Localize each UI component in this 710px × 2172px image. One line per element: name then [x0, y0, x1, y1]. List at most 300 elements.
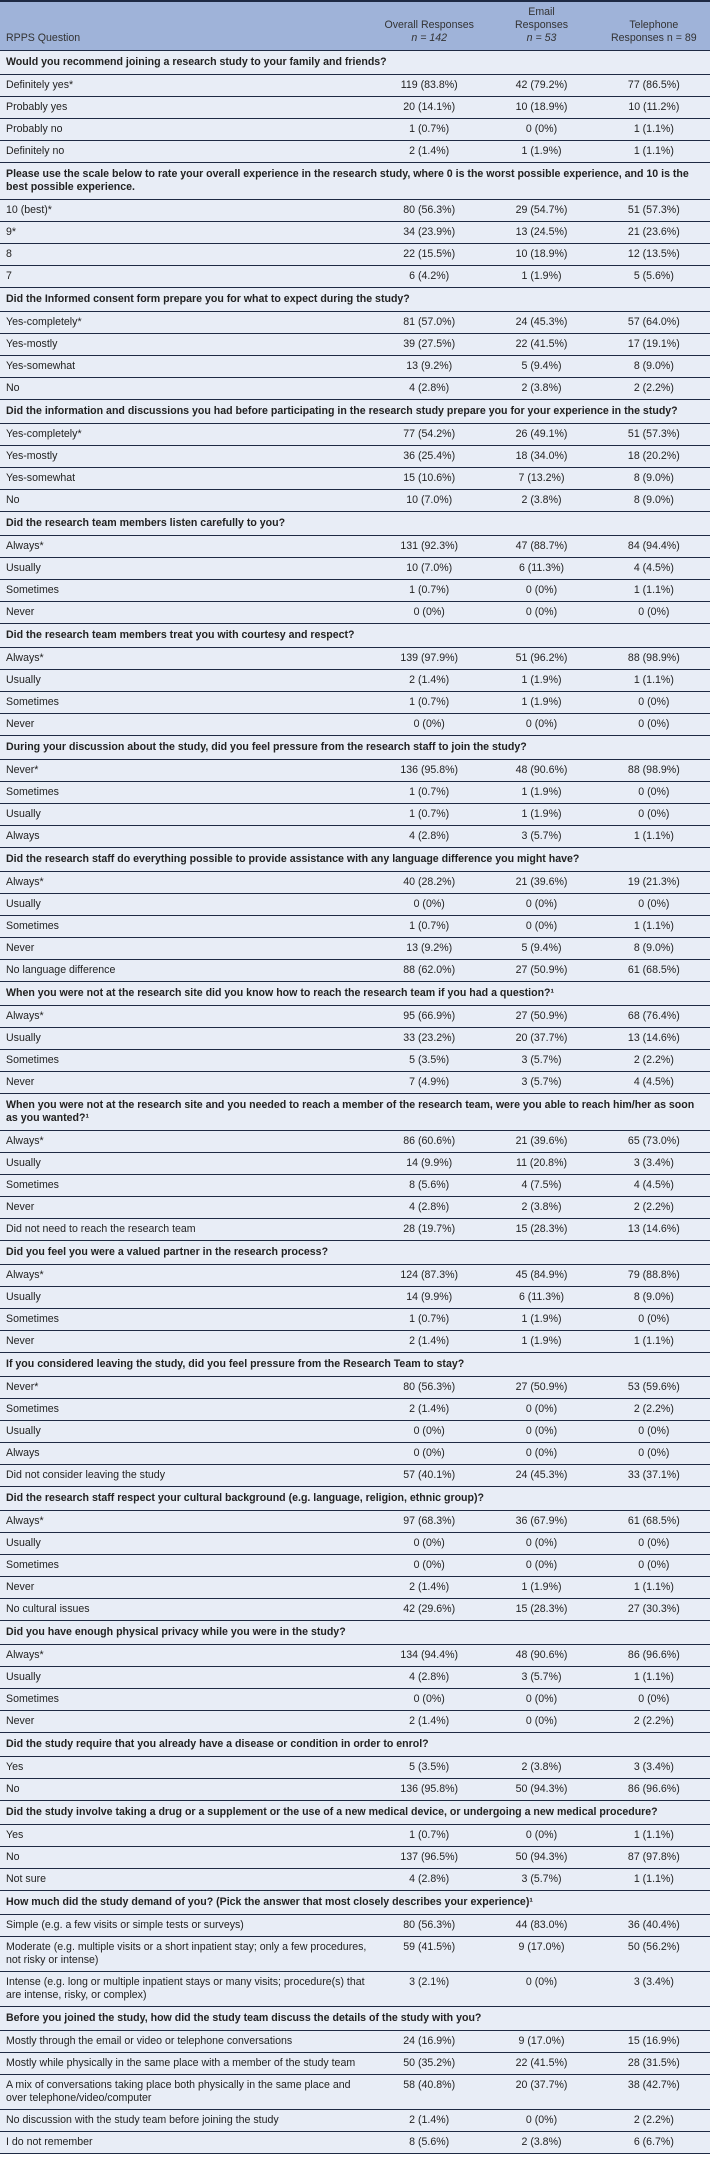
- answer-label: Never: [0, 938, 373, 960]
- answer-label: Mostly while physically in the same place with a member of the study team: [0, 2053, 373, 2075]
- telephone-value: 8 (9.0%): [598, 356, 710, 378]
- question-text: How much did the study demand of you? (Pick the answer that most closely describes your experience)¹: [0, 1891, 710, 1915]
- email-value: 2 (3.8%): [485, 1757, 597, 1779]
- email-value: 3 (5.7%): [485, 1050, 597, 1072]
- answer-label: A mix of conversations taking place both physically in the same place and over telephone/video/computer: [0, 2075, 373, 2110]
- overall-value: 119 (83.8%): [373, 75, 485, 97]
- overall-value: 39 (27.5%): [373, 334, 485, 356]
- answer-row: [0, 468, 710, 490]
- header-telephone-label: Telephone: [629, 19, 679, 31]
- telephone-value: 1 (1.1%): [598, 1577, 710, 1599]
- telephone-value: 0 (0%): [598, 782, 710, 804]
- overall-value: 1 (0.7%): [373, 804, 485, 826]
- answer-row: [0, 1757, 710, 1779]
- answer-label: 8: [0, 244, 373, 266]
- answer-label: Always*: [0, 1131, 373, 1153]
- answer-row: [0, 558, 710, 580]
- answer-row: [0, 1443, 710, 1465]
- telephone-value: 2 (2.2%): [598, 1197, 710, 1219]
- answer-row: [0, 446, 710, 468]
- overall-value: 77 (54.2%): [373, 424, 485, 446]
- email-value: 27 (50.9%): [485, 960, 597, 982]
- email-value: 21 (39.6%): [485, 872, 597, 894]
- email-value: 1 (1.9%): [485, 782, 597, 804]
- telephone-value: 68 (76.4%): [598, 1006, 710, 1028]
- email-value: 0 (0%): [485, 2110, 597, 2132]
- overall-value: 0 (0%): [373, 1443, 485, 1465]
- overall-value: 1 (0.7%): [373, 1825, 485, 1847]
- overall-value: 14 (9.9%): [373, 1287, 485, 1309]
- answer-row: [0, 1599, 710, 1621]
- question-text: When you were not at the research site and you needed to reach a member of the research team, were you able to reach him/her as soon as you wanted?¹: [0, 1094, 710, 1131]
- email-value: 13 (24.5%): [485, 222, 597, 244]
- answer-row: [0, 1779, 710, 1801]
- answer-label: Sometimes: [0, 1399, 373, 1421]
- answer-label: Never: [0, 1711, 373, 1733]
- email-value: 42 (79.2%): [485, 75, 597, 97]
- telephone-value: 1 (1.1%): [598, 119, 710, 141]
- telephone-value: 4 (4.5%): [598, 1072, 710, 1094]
- telephone-value: 88 (98.9%): [598, 760, 710, 782]
- overall-value: 136 (95.8%): [373, 1779, 485, 1801]
- answer-label: Sometimes: [0, 1309, 373, 1331]
- answer-label: Probably no: [0, 119, 373, 141]
- overall-value: 3 (2.1%): [373, 1972, 485, 2007]
- email-value: 50 (94.3%): [485, 1847, 597, 1869]
- overall-value: 1 (0.7%): [373, 1309, 485, 1331]
- telephone-value: 86 (96.6%): [598, 1779, 710, 1801]
- telephone-value: 0 (0%): [598, 1421, 710, 1443]
- telephone-value: 77 (86.5%): [598, 75, 710, 97]
- answer-label: I do not remember: [0, 2132, 373, 2154]
- overall-value: 5 (3.5%): [373, 1757, 485, 1779]
- answer-label: Yes: [0, 1825, 373, 1847]
- email-value: 51 (96.2%): [485, 648, 597, 670]
- telephone-value: 13 (14.6%): [598, 1028, 710, 1050]
- email-value: 47 (88.7%): [485, 536, 597, 558]
- telephone-value: 1 (1.1%): [598, 1331, 710, 1353]
- answer-label: Never: [0, 1197, 373, 1219]
- answer-row: [0, 894, 710, 916]
- email-value: 24 (45.3%): [485, 312, 597, 334]
- overall-value: 2 (1.4%): [373, 141, 485, 163]
- overall-value: 124 (87.3%): [373, 1265, 485, 1287]
- answer-label: 10 (best)*: [0, 200, 373, 222]
- question-row: [0, 736, 710, 760]
- answer-row: [0, 334, 710, 356]
- question-row: [0, 1241, 710, 1265]
- telephone-value: 8 (9.0%): [598, 468, 710, 490]
- overall-value: 1 (0.7%): [373, 119, 485, 141]
- answer-row: [0, 2031, 710, 2053]
- answer-label: Yes-completely*: [0, 312, 373, 334]
- telephone-value: 15 (16.9%): [598, 2031, 710, 2053]
- overall-value: 0 (0%): [373, 1689, 485, 1711]
- answer-label: Usually: [0, 1421, 373, 1443]
- telephone-value: 10 (11.2%): [598, 97, 710, 119]
- email-value: 1 (1.9%): [485, 1331, 597, 1353]
- email-value: 9 (17.0%): [485, 2031, 597, 2053]
- overall-value: 2 (1.4%): [373, 1331, 485, 1353]
- answer-label: No: [0, 378, 373, 400]
- answer-row: [0, 670, 710, 692]
- email-value: 1 (1.9%): [485, 141, 597, 163]
- answer-label: Mostly through the email or video or telephone conversations: [0, 2031, 373, 2053]
- telephone-value: 27 (30.3%): [598, 1599, 710, 1621]
- email-value: 3 (5.7%): [485, 1667, 597, 1689]
- overall-value: 0 (0%): [373, 714, 485, 736]
- email-value: 18 (34.0%): [485, 446, 597, 468]
- answer-row: [0, 75, 710, 97]
- answer-row: [0, 119, 710, 141]
- overall-value: 1 (0.7%): [373, 916, 485, 938]
- telephone-value: 17 (19.1%): [598, 334, 710, 356]
- telephone-value: 36 (40.4%): [598, 1915, 710, 1937]
- answer-label: Probably yes: [0, 97, 373, 119]
- answer-row: [0, 266, 710, 288]
- question-text: Did the information and discussions you had before participating in the research study prepare you for your experience in the study?: [0, 400, 710, 424]
- header-email-label-1: Email: [528, 6, 555, 18]
- email-value: 15 (28.3%): [485, 1599, 597, 1621]
- question-text: Did the research team members listen carefully to you?: [0, 512, 710, 536]
- overall-value: 24 (16.9%): [373, 2031, 485, 2053]
- answer-label: Never: [0, 1577, 373, 1599]
- telephone-value: 0 (0%): [598, 1555, 710, 1577]
- email-value: 9 (17.0%): [485, 1937, 597, 1972]
- answer-label: Usually: [0, 1667, 373, 1689]
- answer-row: [0, 536, 710, 558]
- answer-label: Always*: [0, 872, 373, 894]
- answer-label: Yes-completely*: [0, 424, 373, 446]
- overall-value: 1 (0.7%): [373, 580, 485, 602]
- telephone-value: 2 (2.2%): [598, 1711, 710, 1733]
- header-telephone-n: Responses n = 89: [610, 32, 697, 44]
- overall-value: 0 (0%): [373, 1555, 485, 1577]
- answer-label: Sometimes: [0, 580, 373, 602]
- telephone-value: 3 (3.4%): [598, 1757, 710, 1779]
- overall-value: 14 (9.9%): [373, 1153, 485, 1175]
- question-row: [0, 51, 710, 75]
- telephone-value: 2 (2.2%): [598, 378, 710, 400]
- email-value: 1 (1.9%): [485, 804, 597, 826]
- answer-label: Sometimes: [0, 692, 373, 714]
- question-text: Did the research staff respect your cultural background (e.g. language, religion, ethnic group)?: [0, 1487, 710, 1511]
- email-value: 0 (0%): [485, 1825, 597, 1847]
- email-value: 1 (1.9%): [485, 1577, 597, 1599]
- overall-value: 2 (1.4%): [373, 1711, 485, 1733]
- overall-value: 81 (57.0%): [373, 312, 485, 334]
- header-question: RPPS Question: [0, 1, 373, 51]
- overall-value: 4 (2.8%): [373, 826, 485, 848]
- overall-value: 15 (10.6%): [373, 468, 485, 490]
- header-email-n: n = 53: [526, 32, 557, 44]
- answer-label: Never: [0, 602, 373, 624]
- email-value: 1 (1.9%): [485, 1309, 597, 1331]
- answer-row: [0, 826, 710, 848]
- email-value: 0 (0%): [485, 1443, 597, 1465]
- answer-row: [0, 312, 710, 334]
- telephone-value: 65 (73.0%): [598, 1131, 710, 1153]
- overall-value: 10 (7.0%): [373, 558, 485, 580]
- answer-row: [0, 960, 710, 982]
- answer-label: Yes-somewhat: [0, 468, 373, 490]
- answer-label: Yes: [0, 1757, 373, 1779]
- telephone-value: 0 (0%): [598, 1443, 710, 1465]
- answer-label: No: [0, 1847, 373, 1869]
- email-value: 3 (5.7%): [485, 1072, 597, 1094]
- telephone-value: 18 (20.2%): [598, 446, 710, 468]
- answer-label: Usually: [0, 1028, 373, 1050]
- answer-label: Never: [0, 1331, 373, 1353]
- telephone-value: 1 (1.1%): [598, 1869, 710, 1891]
- answer-label: Sometimes: [0, 916, 373, 938]
- email-value: 1 (1.9%): [485, 266, 597, 288]
- answer-row: [0, 1131, 710, 1153]
- telephone-value: 0 (0%): [598, 1533, 710, 1555]
- email-value: 0 (0%): [485, 602, 597, 624]
- answer-row: [0, 1915, 710, 1937]
- answer-row: [0, 1175, 710, 1197]
- overall-value: 4 (2.8%): [373, 1869, 485, 1891]
- answer-row: [0, 2132, 710, 2154]
- answer-label: Simple (e.g. a few visits or simple tests or surveys): [0, 1915, 373, 1937]
- email-value: 20 (37.7%): [485, 2075, 597, 2110]
- answer-row: [0, 1153, 710, 1175]
- overall-value: 80 (56.3%): [373, 1377, 485, 1399]
- telephone-value: 5 (5.6%): [598, 266, 710, 288]
- answer-row: [0, 1287, 710, 1309]
- answer-row: [0, 2110, 710, 2132]
- answer-label: Always*: [0, 1265, 373, 1287]
- telephone-value: 0 (0%): [598, 692, 710, 714]
- telephone-value: 2 (2.2%): [598, 2110, 710, 2132]
- telephone-value: 21 (23.6%): [598, 222, 710, 244]
- question-row: [0, 1353, 710, 1377]
- overall-value: 59 (41.5%): [373, 1937, 485, 1972]
- telephone-value: 6 (6.7%): [598, 2132, 710, 2154]
- answer-row: [0, 1511, 710, 1533]
- question-row: [0, 1891, 710, 1915]
- overall-value: 5 (3.5%): [373, 1050, 485, 1072]
- answer-label: Usually: [0, 804, 373, 826]
- header-email-label-2: Responses: [515, 19, 569, 31]
- telephone-value: 8 (9.0%): [598, 490, 710, 512]
- answer-label: Always: [0, 1443, 373, 1465]
- email-value: 0 (0%): [485, 916, 597, 938]
- telephone-value: 3 (3.4%): [598, 1972, 710, 2007]
- overall-value: 2 (1.4%): [373, 1399, 485, 1421]
- email-value: 44 (83.0%): [485, 1915, 597, 1937]
- overall-value: 50 (35.2%): [373, 2053, 485, 2075]
- answer-row: [0, 1197, 710, 1219]
- email-value: 50 (94.3%): [485, 1779, 597, 1801]
- question-text: When you were not at the research site did you know how to reach the research team if you had a question?¹: [0, 982, 710, 1006]
- email-value: 6 (11.3%): [485, 1287, 597, 1309]
- answer-row: [0, 1667, 710, 1689]
- answer-label: Never: [0, 1072, 373, 1094]
- email-value: 0 (0%): [485, 714, 597, 736]
- answer-label: Definitely yes*: [0, 75, 373, 97]
- answer-row: [0, 1331, 710, 1353]
- overall-value: 88 (62.0%): [373, 960, 485, 982]
- answer-row: [0, 1869, 710, 1891]
- answer-row: [0, 1377, 710, 1399]
- question-text: Did the Informed consent form prepare you for what to expect during the study?: [0, 288, 710, 312]
- question-row: [0, 1801, 710, 1825]
- telephone-value: 13 (14.6%): [598, 1219, 710, 1241]
- email-value: 5 (9.4%): [485, 356, 597, 378]
- telephone-value: 3 (3.4%): [598, 1153, 710, 1175]
- answer-row: [0, 1711, 710, 1733]
- telephone-value: 0 (0%): [598, 894, 710, 916]
- question-row: [0, 624, 710, 648]
- answer-row: [0, 1399, 710, 1421]
- answer-label: Not sure: [0, 1869, 373, 1891]
- overall-value: 57 (40.1%): [373, 1465, 485, 1487]
- answer-label: Yes-mostly: [0, 334, 373, 356]
- telephone-value: 0 (0%): [598, 804, 710, 826]
- overall-value: 33 (23.2%): [373, 1028, 485, 1050]
- email-value: 0 (0%): [485, 119, 597, 141]
- answer-label: 7: [0, 266, 373, 288]
- header-email: [485, 1, 597, 51]
- overall-value: 2 (1.4%): [373, 1577, 485, 1599]
- answer-label: Always*: [0, 536, 373, 558]
- email-value: 10 (18.9%): [485, 97, 597, 119]
- question-row: [0, 982, 710, 1006]
- email-value: 2 (3.8%): [485, 490, 597, 512]
- telephone-value: 61 (68.5%): [598, 1511, 710, 1533]
- answer-row: [0, 1072, 710, 1094]
- telephone-value: 8 (9.0%): [598, 1287, 710, 1309]
- email-value: 45 (84.9%): [485, 1265, 597, 1287]
- overall-value: 134 (94.4%): [373, 1645, 485, 1667]
- overall-value: 22 (15.5%): [373, 244, 485, 266]
- answer-row: [0, 424, 710, 446]
- email-value: 7 (13.2%): [485, 468, 597, 490]
- answer-label: Sometimes: [0, 782, 373, 804]
- overall-value: 13 (9.2%): [373, 938, 485, 960]
- email-value: 2 (3.8%): [485, 2132, 597, 2154]
- email-value: 11 (20.8%): [485, 1153, 597, 1175]
- answer-row: [0, 244, 710, 266]
- overall-value: 1 (0.7%): [373, 782, 485, 804]
- overall-value: 13 (9.2%): [373, 356, 485, 378]
- telephone-value: 1 (1.1%): [598, 1825, 710, 1847]
- answer-row: [0, 872, 710, 894]
- answer-label: Yes-somewhat: [0, 356, 373, 378]
- overall-value: 4 (2.8%): [373, 1197, 485, 1219]
- telephone-value: 84 (94.4%): [598, 536, 710, 558]
- email-value: 5 (9.4%): [485, 938, 597, 960]
- email-value: 27 (50.9%): [485, 1006, 597, 1028]
- telephone-value: 2 (2.2%): [598, 1050, 710, 1072]
- table-body: [0, 51, 710, 2154]
- email-value: 0 (0%): [485, 580, 597, 602]
- answer-label: Sometimes: [0, 1689, 373, 1711]
- telephone-value: 88 (98.9%): [598, 648, 710, 670]
- answer-label: Never*: [0, 1377, 373, 1399]
- answer-label: Always*: [0, 1645, 373, 1667]
- question-row: [0, 288, 710, 312]
- telephone-value: 0 (0%): [598, 1309, 710, 1331]
- answer-row: [0, 1219, 710, 1241]
- overall-value: 28 (19.7%): [373, 1219, 485, 1241]
- email-value: 20 (37.7%): [485, 1028, 597, 1050]
- question-text: Please use the scale below to rate your overall experience in the research study, where 0 is the worst possible experience, and 10 is the best possible experience.: [0, 163, 710, 200]
- question-row: [0, 1094, 710, 1131]
- telephone-value: 61 (68.5%): [598, 960, 710, 982]
- email-value: 48 (90.6%): [485, 1645, 597, 1667]
- answer-row: [0, 648, 710, 670]
- overall-value: 0 (0%): [373, 602, 485, 624]
- answer-row: [0, 2053, 710, 2075]
- answer-row: [0, 938, 710, 960]
- overall-value: 136 (95.8%): [373, 760, 485, 782]
- telephone-value: 1 (1.1%): [598, 141, 710, 163]
- telephone-value: 50 (56.2%): [598, 1937, 710, 1972]
- overall-value: 131 (92.3%): [373, 536, 485, 558]
- overall-value: 7 (4.9%): [373, 1072, 485, 1094]
- overall-value: 95 (66.9%): [373, 1006, 485, 1028]
- telephone-value: 12 (13.5%): [598, 244, 710, 266]
- answer-row: [0, 602, 710, 624]
- answer-row: [0, 1309, 710, 1331]
- answer-label: Always*: [0, 648, 373, 670]
- answer-row: [0, 97, 710, 119]
- answer-row: [0, 714, 710, 736]
- question-row: [0, 1487, 710, 1511]
- question-text: Would you recommend joining a research study to your family and friends?: [0, 51, 710, 75]
- answer-row: [0, 2075, 710, 2110]
- answer-row: [0, 692, 710, 714]
- answer-row: [0, 1825, 710, 1847]
- telephone-value: 1 (1.1%): [598, 916, 710, 938]
- telephone-value: 2 (2.2%): [598, 1399, 710, 1421]
- telephone-value: 51 (57.3%): [598, 424, 710, 446]
- answer-label: Did not consider leaving the study: [0, 1465, 373, 1487]
- email-value: 36 (67.9%): [485, 1511, 597, 1533]
- answer-row: [0, 1265, 710, 1287]
- email-value: 0 (0%): [485, 1972, 597, 2007]
- telephone-value: 38 (42.7%): [598, 2075, 710, 2110]
- answer-label: Yes-mostly: [0, 446, 373, 468]
- telephone-value: 1 (1.1%): [598, 826, 710, 848]
- answer-label: Usually: [0, 894, 373, 916]
- question-row: [0, 2007, 710, 2031]
- email-value: 1 (1.9%): [485, 670, 597, 692]
- overall-value: 8 (5.6%): [373, 1175, 485, 1197]
- question-text: Did the study involve taking a drug or a supplement or the use of a new medical device, or undergoing a new medical procedure?: [0, 1801, 710, 1825]
- telephone-value: 4 (4.5%): [598, 558, 710, 580]
- overall-value: 86 (60.6%): [373, 1131, 485, 1153]
- email-value: 0 (0%): [485, 1711, 597, 1733]
- question-text: Did you feel you were a valued partner in the research process?: [0, 1241, 710, 1265]
- telephone-value: 28 (31.5%): [598, 2053, 710, 2075]
- header-overall-n: n = 142: [411, 32, 448, 44]
- overall-value: 6 (4.2%): [373, 266, 485, 288]
- overall-value: 0 (0%): [373, 1533, 485, 1555]
- telephone-value: 8 (9.0%): [598, 938, 710, 960]
- answer-label: No language difference: [0, 960, 373, 982]
- question-text: During your discussion about the study, did you feel pressure from the research staff to join the study?: [0, 736, 710, 760]
- telephone-value: 1 (1.1%): [598, 670, 710, 692]
- email-value: 26 (49.1%): [485, 424, 597, 446]
- answer-row: [0, 580, 710, 602]
- answer-row: [0, 760, 710, 782]
- telephone-value: 19 (21.3%): [598, 872, 710, 894]
- telephone-value: 0 (0%): [598, 602, 710, 624]
